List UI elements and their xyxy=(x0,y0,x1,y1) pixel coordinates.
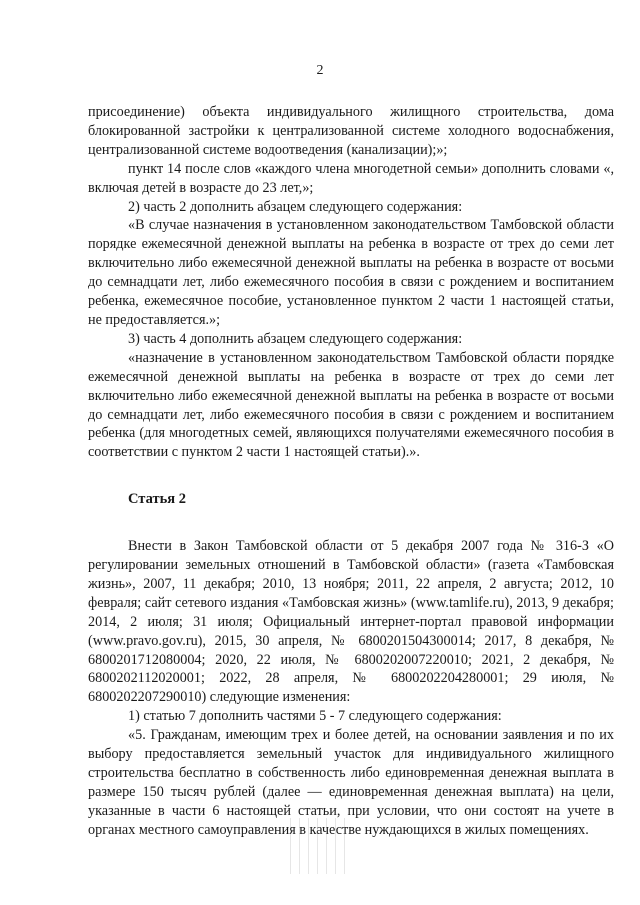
paragraph: пункт 14 после слов «каждого члена многодетной семьи» дополнить словами «, включая детей в возрасте до 23 лет,»; xyxy=(88,160,614,196)
scan-artifact xyxy=(290,818,352,874)
paragraph: «назначение в установленном законодательством Тамбовской области порядке ежемесячной денежной выплаты на ребенка в возрасте от трех до семи лет включительно либо ежемесячной денежной выплаты на ребенка в возрасте от восьми до семнадцати лет, либо ежемесячного пособия в связи с рождением и воспитанием ребенка (для многодетных семей, являющихся получателями ежемесячного пособия в соответствии с пунктом 2 части 1 настоящей статьи).». xyxy=(88,349,614,461)
paragraph: 3) часть 4 дополнить абзацем следующего содержания: xyxy=(128,330,463,347)
paragraph: присоединение) объекта индивидуального жилищного строительства, дома блокированной застройки к централизованной системе холодного водоснабжения, централизованной системе водоотведения (канализации);»; xyxy=(88,104,614,158)
article-heading: Статья 2 xyxy=(128,491,186,508)
page-number: 2 xyxy=(316,63,324,78)
paragraph: 1) статью 7 дополнить частями 5 - 7 следующего содержания: xyxy=(128,708,502,725)
document-body xyxy=(88,103,614,840)
paragraph: «5. Гражданам, имеющим трех и более детей, на основании заявления и по их выбору предоставляется земельный участок для индивидуального жилищного строительства бесплатно в собственность либо единовременная денежная выплата в размере 150 тысяч рублей (далее — единовременная денежная выплата) на цели, указанные в части 6 настоящей статьи, при условии, что они состоят на учете в органах местного самоуправления в качестве нуждающихся в жилых помещениях. xyxy=(88,727,614,838)
paragraph: «В случае назначения в установленном законодательством Тамбовской области порядке ежемесячной денежной выплаты на ребенка в возрасте от трех до семи лет включительно либо ежемесячной денежной выплаты на ребенка в возрасте от восьми до семнадцати лет, либо ежемесячного пособия в связи с рождением и воспитанием ребенка, ежемесячное пособие, установленное пунктом 2 части 1 настоящей статьи, не предоставляется.»; xyxy=(88,217,614,328)
paragraph: Внести в Закон Тамбовской области от 5 декабря 2007 года № 316-З «О регулировании земельных отношений в Тамбовской области» (газета «Тамбовская жизнь», 2007, 11 декабря; 2010, 13 ноября; 2011, 22 апреля, 2 августа; 2012, 10 февраля; сайт сетевого издания «Тамбовская жизнь» (www.tamlife.ru), 2013, 9 декабря; 2014, 2 июля; 31 июля; Официальный интернет-портал правовой информации (www.pravo.gov.ru), 2015, 30 апреля, № 6800201504300014; 2017, 8 декабря, № 6800201712080004; 2020, 22 июля, № 6800202007220010; 2021, 2 декабря, № 6800202112020001; 2022, 28 апреля, № 6800202204280001; 29 июля, № 6800202207290010) следующие изменения: xyxy=(88,538,614,706)
paragraph: 2) часть 2 дополнить абзацем следующего содержания: xyxy=(128,198,463,215)
